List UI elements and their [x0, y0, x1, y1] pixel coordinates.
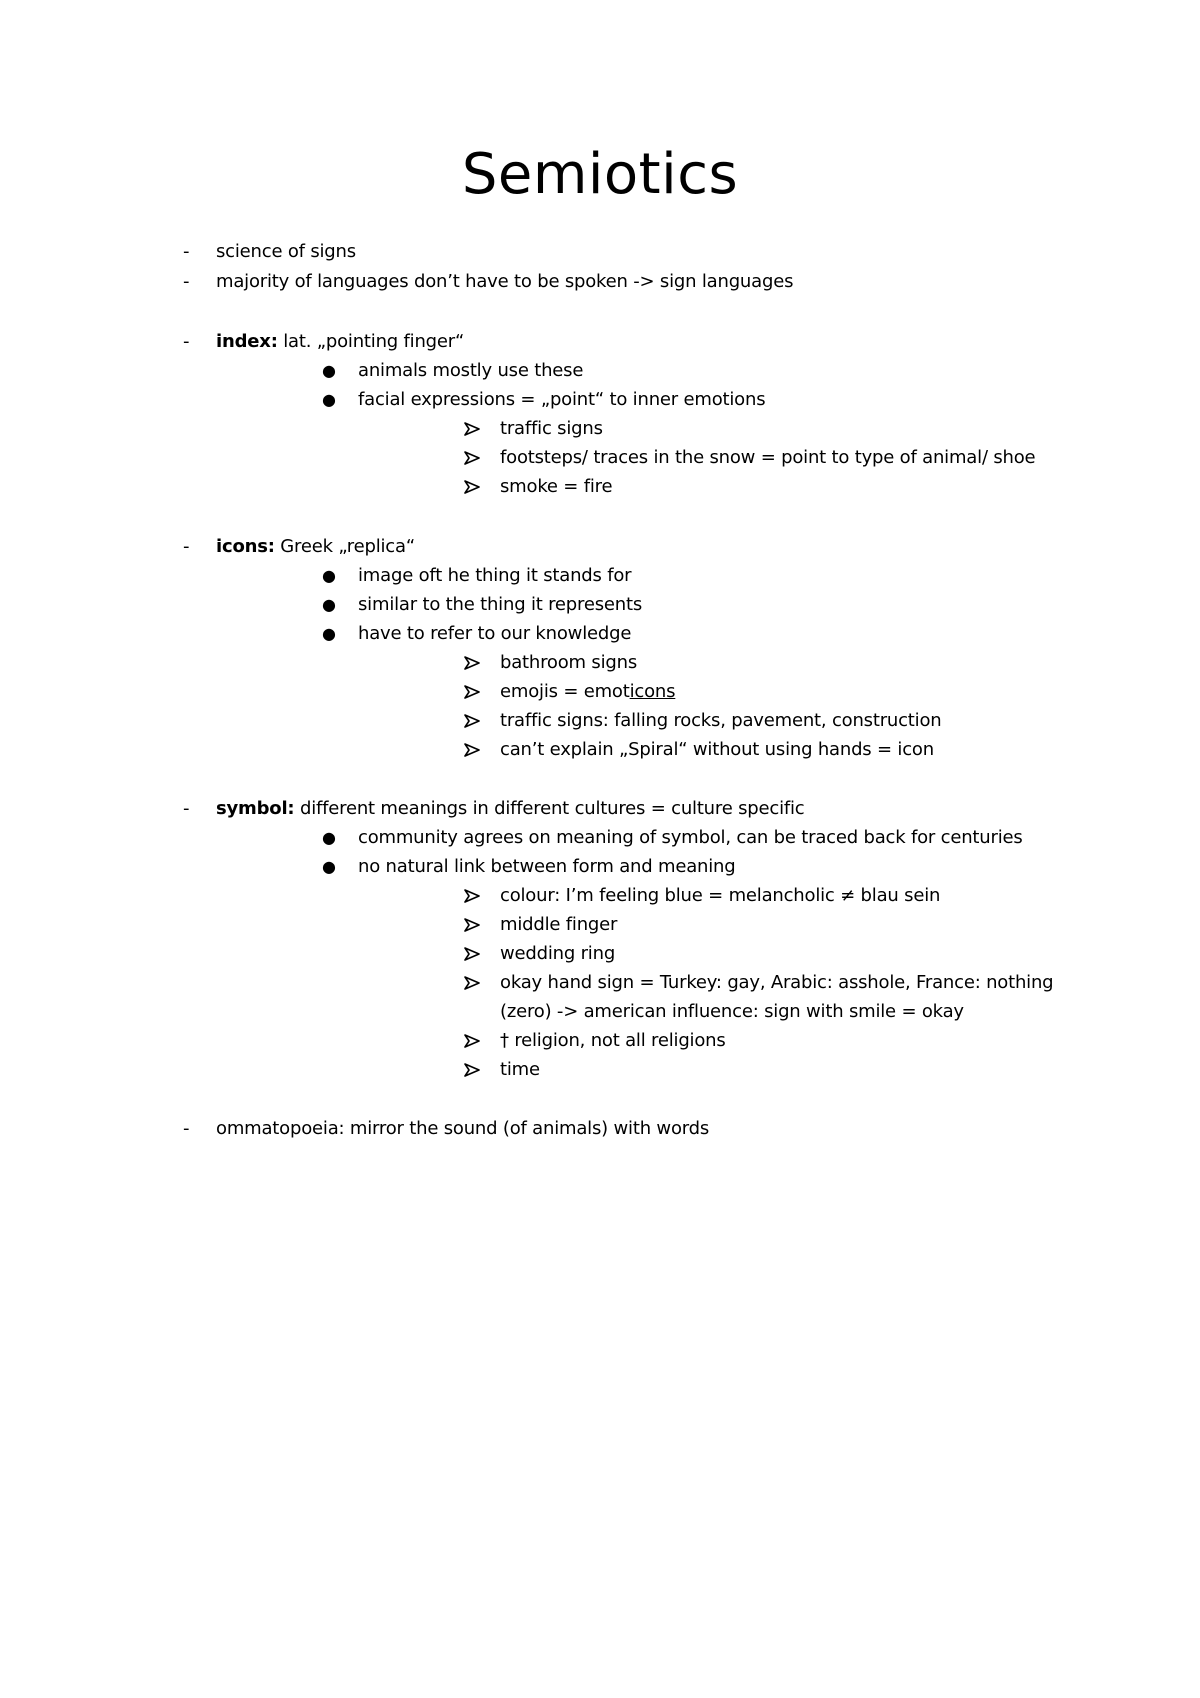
symbol-example: time — [500, 1059, 540, 1080]
arrow-bullet-icon — [464, 651, 484, 675]
dash-marker: - — [183, 536, 190, 557]
bullet-marker: ● — [322, 857, 336, 876]
page-title: Semiotics — [461, 142, 739, 207]
icons-definition: Greek „replica“ — [280, 536, 415, 557]
symbol-heading — [216, 797, 805, 821]
index-example: footsteps/ traces in the snow = point to type of animal/ shoe — [500, 447, 1036, 468]
icons-example: bathroom signs — [500, 652, 637, 673]
icons-bullet: have to refer to our knowledge — [358, 623, 632, 644]
symbol-definition: different meanings in different cultures = culture specific — [299, 798, 805, 819]
bullet-marker: ● — [322, 595, 336, 614]
index-example: smoke = fire — [500, 476, 613, 497]
index-term: index: — [216, 331, 278, 352]
dash-marker: - — [183, 331, 190, 352]
symbol-bullet: no natural link between form and meaning — [358, 856, 736, 877]
index-example: traffic signs — [500, 418, 603, 439]
icons-heading — [216, 535, 415, 559]
intro-item: science of signs — [216, 241, 356, 262]
symbol-example-continuation: (zero) -> american influence: sign with smile = okay — [500, 1001, 964, 1022]
arrow-bullet-icon — [464, 884, 484, 908]
index-heading — [216, 330, 464, 354]
dash-marker: - — [183, 798, 190, 819]
symbol-term: symbol: — [216, 798, 295, 819]
dash-marker: - — [183, 271, 190, 292]
arrow-bullet-icon — [464, 738, 484, 762]
symbol-example: wedding ring — [500, 943, 616, 964]
arrow-bullet-icon — [464, 680, 484, 704]
index-bullet: animals mostly use these — [358, 360, 584, 381]
bullet-marker: ● — [322, 624, 336, 643]
icons-example — [500, 680, 675, 704]
bullet-marker: ● — [322, 566, 336, 585]
arrow-bullet-icon — [464, 971, 484, 995]
dash-marker: - — [183, 1118, 190, 1139]
bullet-marker: ● — [322, 828, 336, 847]
arrow-bullet-icon — [464, 942, 484, 966]
intro-item: majority of languages don’t have to be spoken -> sign languages — [216, 271, 794, 292]
symbol-example: middle finger — [500, 914, 618, 935]
bullet-marker: ● — [322, 390, 336, 409]
symbol-bullet: community agrees on meaning of symbol, can be traced back for centuries — [358, 827, 1023, 848]
emoji-prefix: emojis = emot — [500, 681, 630, 702]
icons-example: can’t explain „Spiral“ without using hands = icon — [500, 739, 934, 760]
icons-term: icons: — [216, 536, 275, 557]
icons-example: traffic signs: falling rocks, pavement, construction — [500, 710, 942, 731]
arrow-bullet-icon — [464, 913, 484, 937]
symbol-example: okay hand sign = Turkey: gay, Arabic: asshole, France: nothing — [500, 972, 1054, 993]
arrow-bullet-icon — [464, 475, 484, 499]
onomatopoeia-item: ommatopoeia: mirror the sound (of animals) with words — [216, 1118, 710, 1139]
icons-bullet: image oft he thing it stands for — [358, 565, 632, 586]
bullet-marker: ● — [322, 361, 336, 380]
arrow-bullet-icon — [464, 417, 484, 441]
index-definition: lat. „pointing finger“ — [283, 331, 465, 352]
index-bullet: facial expressions = „point“ to inner emotions — [358, 389, 766, 410]
emoji-underlined: icons — [629, 681, 676, 702]
arrow-bullet-icon — [464, 709, 484, 733]
dash-marker: - — [183, 241, 190, 262]
icons-bullet: similar to the thing it represents — [358, 594, 643, 615]
arrow-bullet-icon — [464, 1058, 484, 1082]
arrow-bullet-icon — [464, 446, 484, 470]
symbol-example: colour: I’m feeling blue = melancholic ≠ blau sein — [500, 885, 941, 906]
symbol-example: † religion, not all religions — [500, 1030, 726, 1051]
arrow-bullet-icon — [464, 1029, 484, 1053]
